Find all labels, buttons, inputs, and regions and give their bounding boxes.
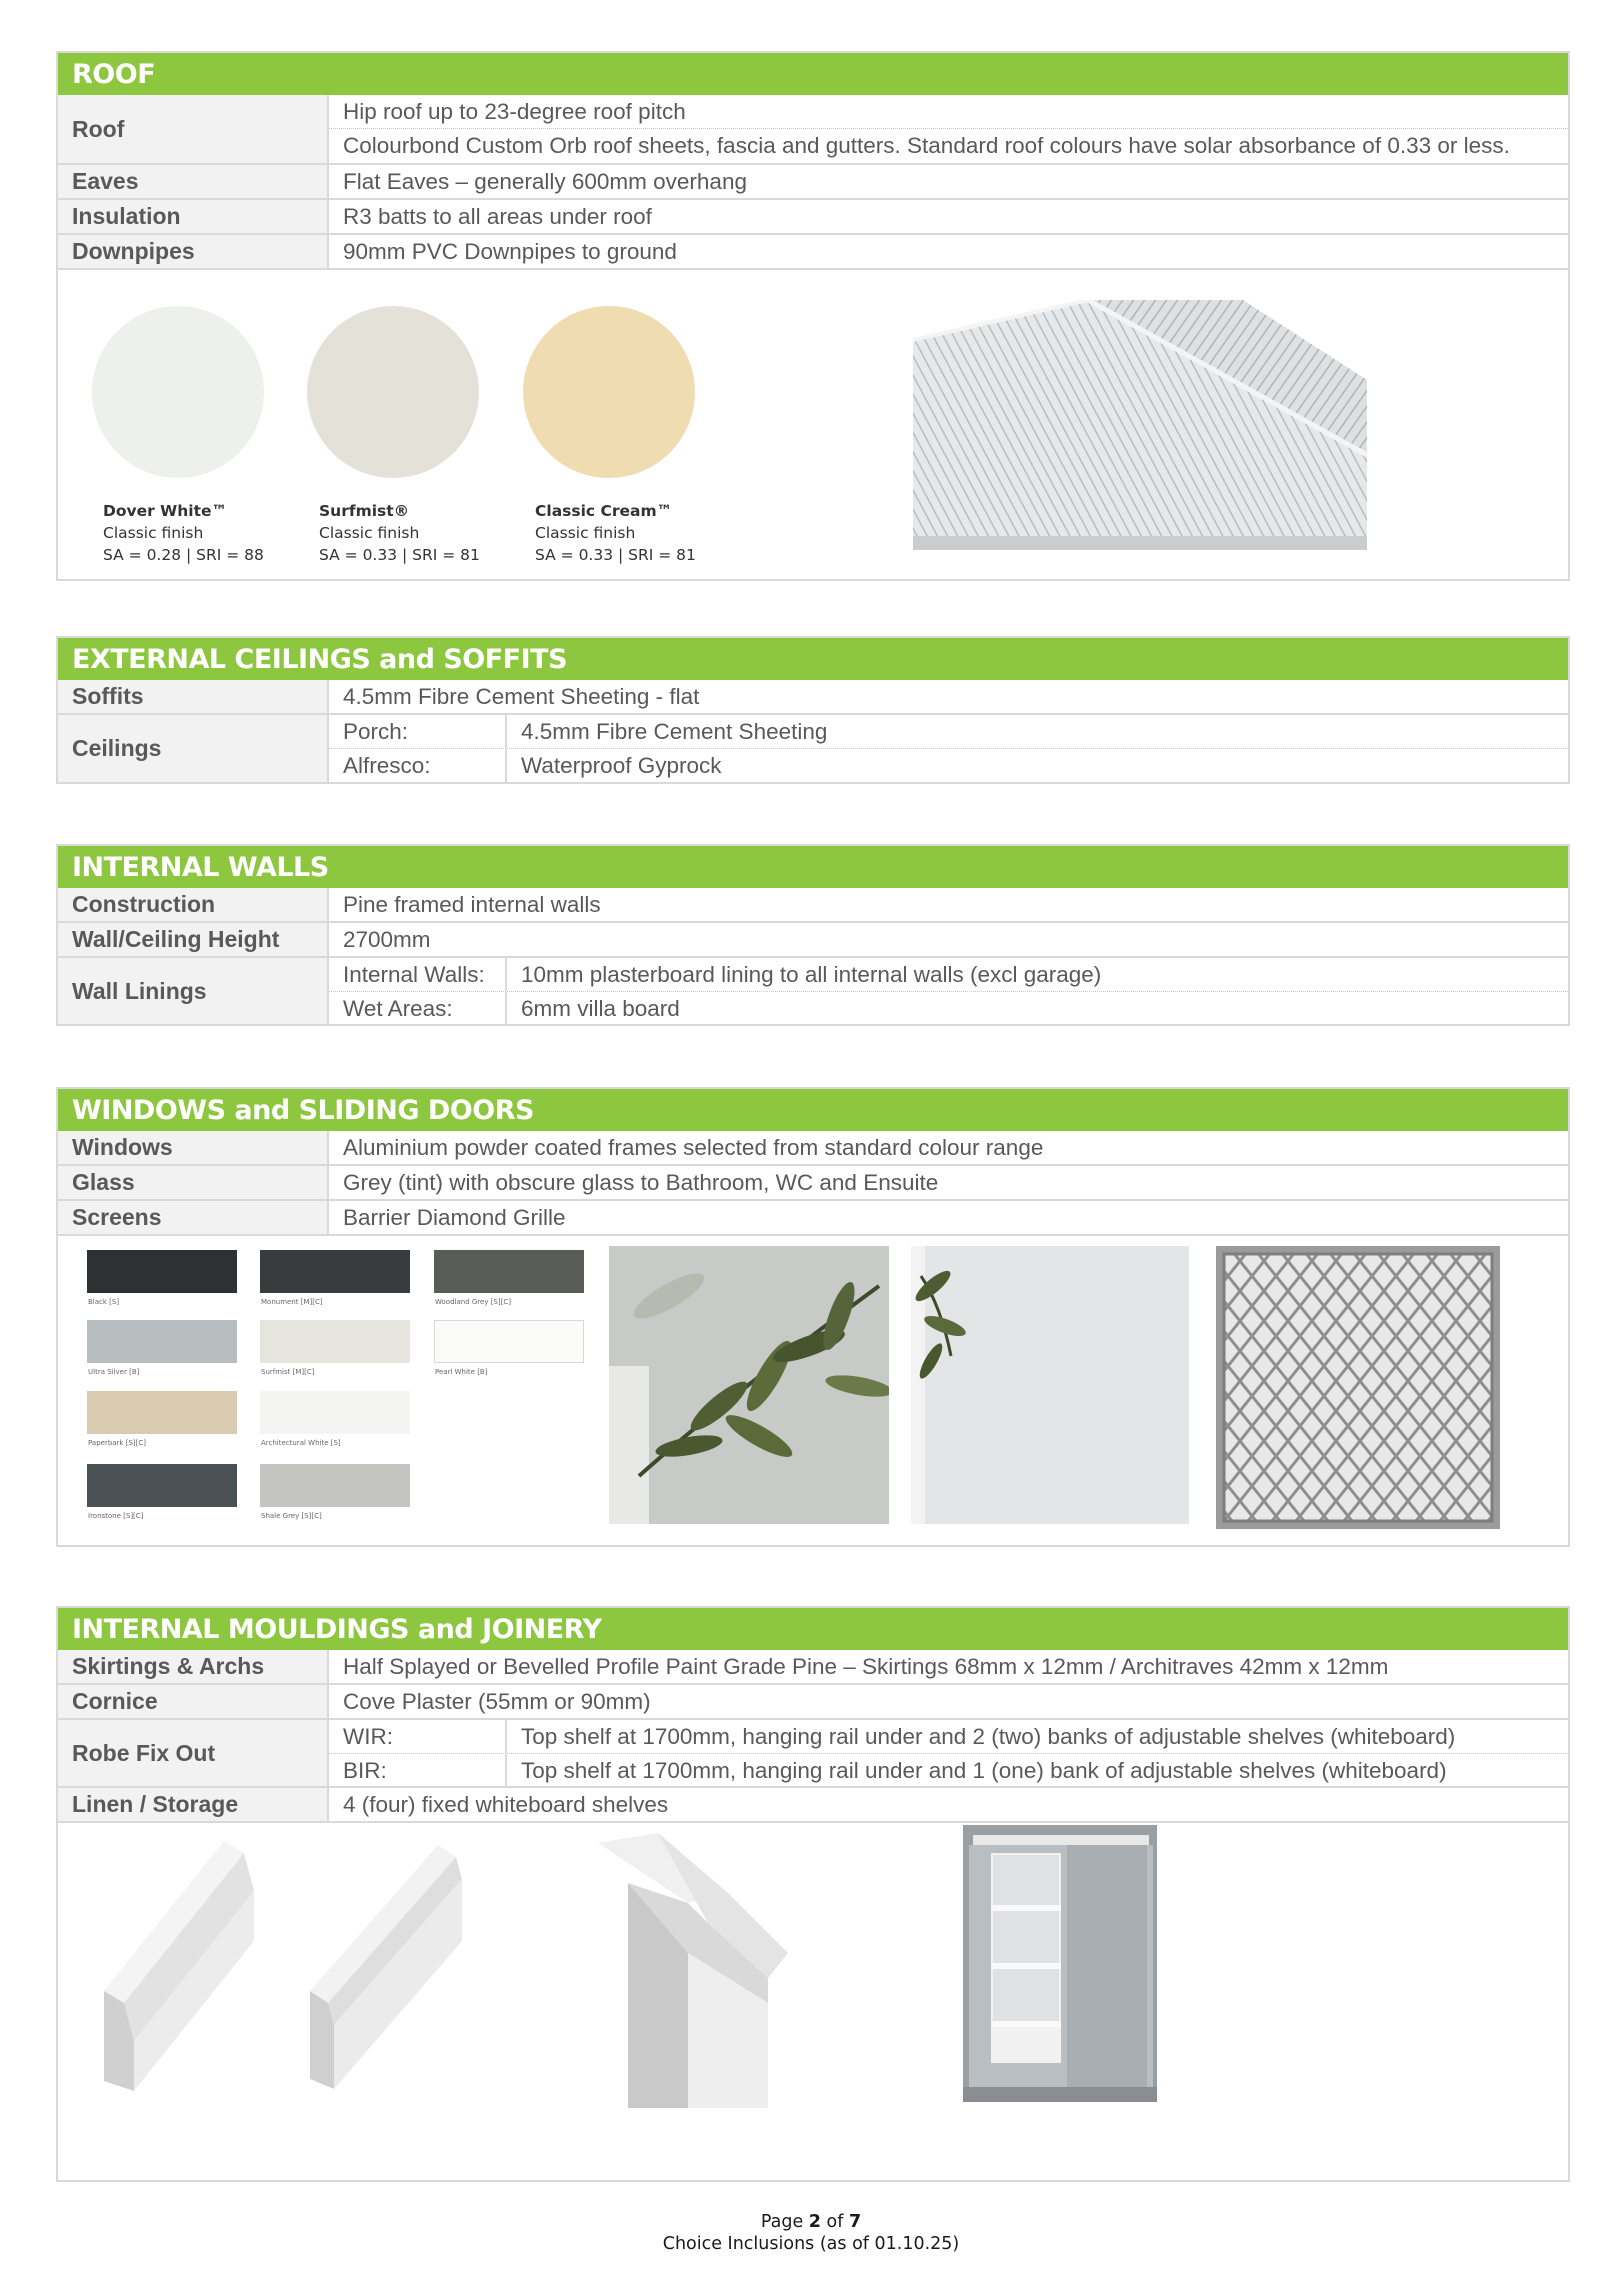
swatch-finish: Classic finish (103, 524, 204, 542)
sub-key: Internal Walls: (329, 958, 507, 991)
sub-value: Top shelf at 1700mm, hanging rail under and 1 (one) bank of adjustable shelves (whiteboard) (521, 1758, 1447, 1783)
section-header: INTERNAL MOULDINGS and JOINERY (58, 1608, 1568, 1650)
row-label: Ceilings (58, 715, 329, 782)
colour-chip-label: Ultra Silver [B] (88, 1368, 140, 1376)
row-label: Screens (58, 1201, 329, 1234)
colour-chip (87, 1391, 237, 1434)
colour-chip-label: Surfmist [M][C] (261, 1368, 315, 1376)
cornice-row (58, 1685, 1568, 1720)
swatch-surfmist (307, 306, 479, 478)
colour-chip (434, 1250, 584, 1293)
swatch-spec: SA = 0.28 | SRI = 88 (103, 546, 264, 564)
external-ceilings-section (56, 636, 1570, 784)
swatch-finish: Classic finish (319, 524, 420, 542)
windows-images (58, 1236, 1568, 1545)
swatch-name: Surfmist® (319, 502, 410, 520)
roof-row (58, 95, 1568, 165)
row-value: Grey (tint) with obscure glass to Bathroom, WC and Ensuite (343, 1170, 939, 1195)
ceilings-row (58, 715, 1568, 782)
colour-chip-label: Black [S] (88, 1298, 120, 1306)
row-value: 4 (four) fixed whiteboard shelves (343, 1792, 669, 1817)
row-label: Wall Linings (58, 958, 329, 1024)
colour-chip-label: Pearl White [B] (435, 1368, 488, 1376)
page-total: 7 (848, 2212, 862, 2232)
row-value: Half Splayed or Bevelled Profile Paint Grade Pine – Skirtings 68mm x 12mm / Architraves 42mm x 12mm (343, 1654, 1389, 1679)
swatch-finish: Classic finish (535, 524, 636, 542)
sub-row (329, 992, 1568, 1026)
row-label: Roof (58, 95, 329, 163)
construction-row (58, 888, 1568, 923)
sub-key: BIR: (329, 1754, 507, 1788)
colour-chip-label: Woodland Grey [S][C] (435, 1298, 511, 1306)
colour-chip (260, 1391, 410, 1434)
colour-chip-label: Ironstone [S][C] (88, 1512, 144, 1520)
internal-walls-section (56, 844, 1570, 1026)
sub-key: Porch: (329, 715, 507, 748)
swatch-dover-white (92, 306, 264, 478)
obscure-glass-photo (911, 1246, 1189, 1524)
colour-chip (434, 1320, 584, 1363)
swatch-name: Dover White™ (103, 502, 228, 520)
page-number (0, 2212, 1622, 2232)
row-label: Construction (58, 888, 329, 921)
diamond-grille-photo (1216, 1246, 1500, 1529)
mouldings-section (56, 1606, 1570, 2182)
row-value: R3 batts to all areas under roof (343, 204, 652, 229)
row-value: Pine framed internal walls (343, 892, 601, 917)
row-label: Linen / Storage (58, 1788, 329, 1821)
row-label: Eaves (58, 165, 329, 198)
sub-row (329, 1720, 1568, 1754)
sub-value: 6mm villa board (521, 996, 680, 1021)
row-value: Barrier Diamond Grille (343, 1205, 566, 1230)
roof-images (58, 270, 1568, 579)
swatch-name: Classic Cream™ (535, 502, 673, 520)
sub-key: WIR: (329, 1720, 507, 1753)
sub-value: 10mm plasterboard lining to all internal walls (excl garage) (521, 962, 1102, 987)
row-value: Cove Plaster (55mm or 90mm) (343, 1689, 651, 1714)
roof-section (56, 51, 1570, 581)
section-header: EXTERNAL CEILINGS and SOFFITS (58, 638, 1568, 680)
colour-chip (87, 1464, 237, 1507)
windows-section (56, 1087, 1570, 1547)
colour-chip-label: Paperbark [S][C] (88, 1439, 146, 1447)
swatch-spec: SA = 0.33 | SRI = 81 (319, 546, 480, 564)
section-header: INTERNAL WALLS (58, 846, 1568, 888)
row-value: Aluminium powder coated frames selected from standard colour range (343, 1135, 1044, 1160)
row-label: Skirtings & Archs (58, 1650, 329, 1683)
section-header: ROOF (58, 53, 1568, 95)
mouldings-images (58, 1823, 1568, 2184)
colour-chip-label: Shale Grey [S][C] (261, 1512, 322, 1520)
skirtings-row (58, 1650, 1568, 1685)
sub-row (329, 958, 1568, 992)
colour-chip-label: Architectural White [S] (261, 1439, 341, 1447)
colour-chip (87, 1250, 237, 1293)
sub-row (329, 715, 1568, 749)
roof-photo (913, 300, 1367, 550)
sub-key: Alfresco: (329, 749, 507, 783)
windows-row (58, 1131, 1568, 1166)
swatch-classic-cream (523, 306, 695, 478)
swatch-spec: SA = 0.33 | SRI = 81 (535, 546, 696, 564)
row-value: Hip roof up to 23-degree roof pitch (329, 95, 1568, 129)
eaves-row (58, 165, 1568, 200)
colour-chip (260, 1464, 410, 1507)
row-value: Flat Eaves – generally 600mm overhang (343, 169, 747, 194)
robe-row (58, 1720, 1568, 1788)
downpipes-row (58, 235, 1568, 270)
row-value: 4.5mm Fibre Cement Sheeting - flat (343, 684, 700, 709)
row-label: Downpipes (58, 235, 329, 268)
colour-chip (260, 1250, 410, 1293)
row-label: Insulation (58, 200, 329, 233)
sub-value: Waterproof Gyprock (521, 753, 722, 778)
insulation-row (58, 200, 1568, 235)
row-label: Wall/Ceiling Height (58, 923, 329, 956)
cornice-photo (588, 1833, 818, 2113)
section-header: WINDOWS and SLIDING DOORS (58, 1089, 1568, 1131)
glass-row (58, 1166, 1568, 1201)
page-prefix: Page (760, 2212, 809, 2232)
sub-key: Wet Areas: (329, 992, 507, 1026)
row-value: Colourbond Custom Orb roof sheets, fascia and gutters. Standard roof colours have solar absorbance of 0.33 or less. (343, 133, 1510, 158)
colour-chip (260, 1320, 410, 1363)
colour-chip (87, 1320, 237, 1363)
sub-value: Top shelf at 1700mm, hanging rail under and 2 (two) banks of adjustable shelves (whiteboard) (521, 1724, 1456, 1749)
skirting-half-splayed-photo (94, 1831, 284, 2101)
linen-row (58, 1788, 1568, 1823)
sub-row (329, 1754, 1568, 1788)
skirting-bevelled-photo (298, 1831, 488, 2101)
page-footer (0, 2212, 1622, 2254)
swatch-label (103, 500, 264, 566)
page-current: 2 (808, 2212, 821, 2232)
swatch-label (319, 500, 480, 566)
height-row (58, 923, 1568, 958)
row-value: 2700mm (343, 927, 431, 952)
sub-row (329, 749, 1568, 783)
colour-chip-label: Monument [M][C] (261, 1298, 323, 1306)
soffits-row (58, 680, 1568, 715)
row-label: Soffits (58, 680, 329, 713)
sub-value: 4.5mm Fibre Cement Sheeting (521, 719, 828, 744)
page-of: of (820, 2212, 849, 2232)
row-label: Cornice (58, 1685, 329, 1718)
row-label: Glass (58, 1166, 329, 1199)
screens-row (58, 1201, 1568, 1236)
row-value: 90mm PVC Downpipes to ground (343, 239, 677, 264)
robe-shelves-photo (963, 1825, 1157, 2102)
row-label: Robe Fix Out (58, 1720, 329, 1786)
document-note: Choice Inclusions (as of 01.10.25) (662, 2234, 960, 2254)
row-label: Windows (58, 1131, 329, 1164)
swatch-label (535, 500, 696, 566)
linings-row (58, 958, 1568, 1024)
tinted-glass-photo (609, 1246, 889, 1524)
